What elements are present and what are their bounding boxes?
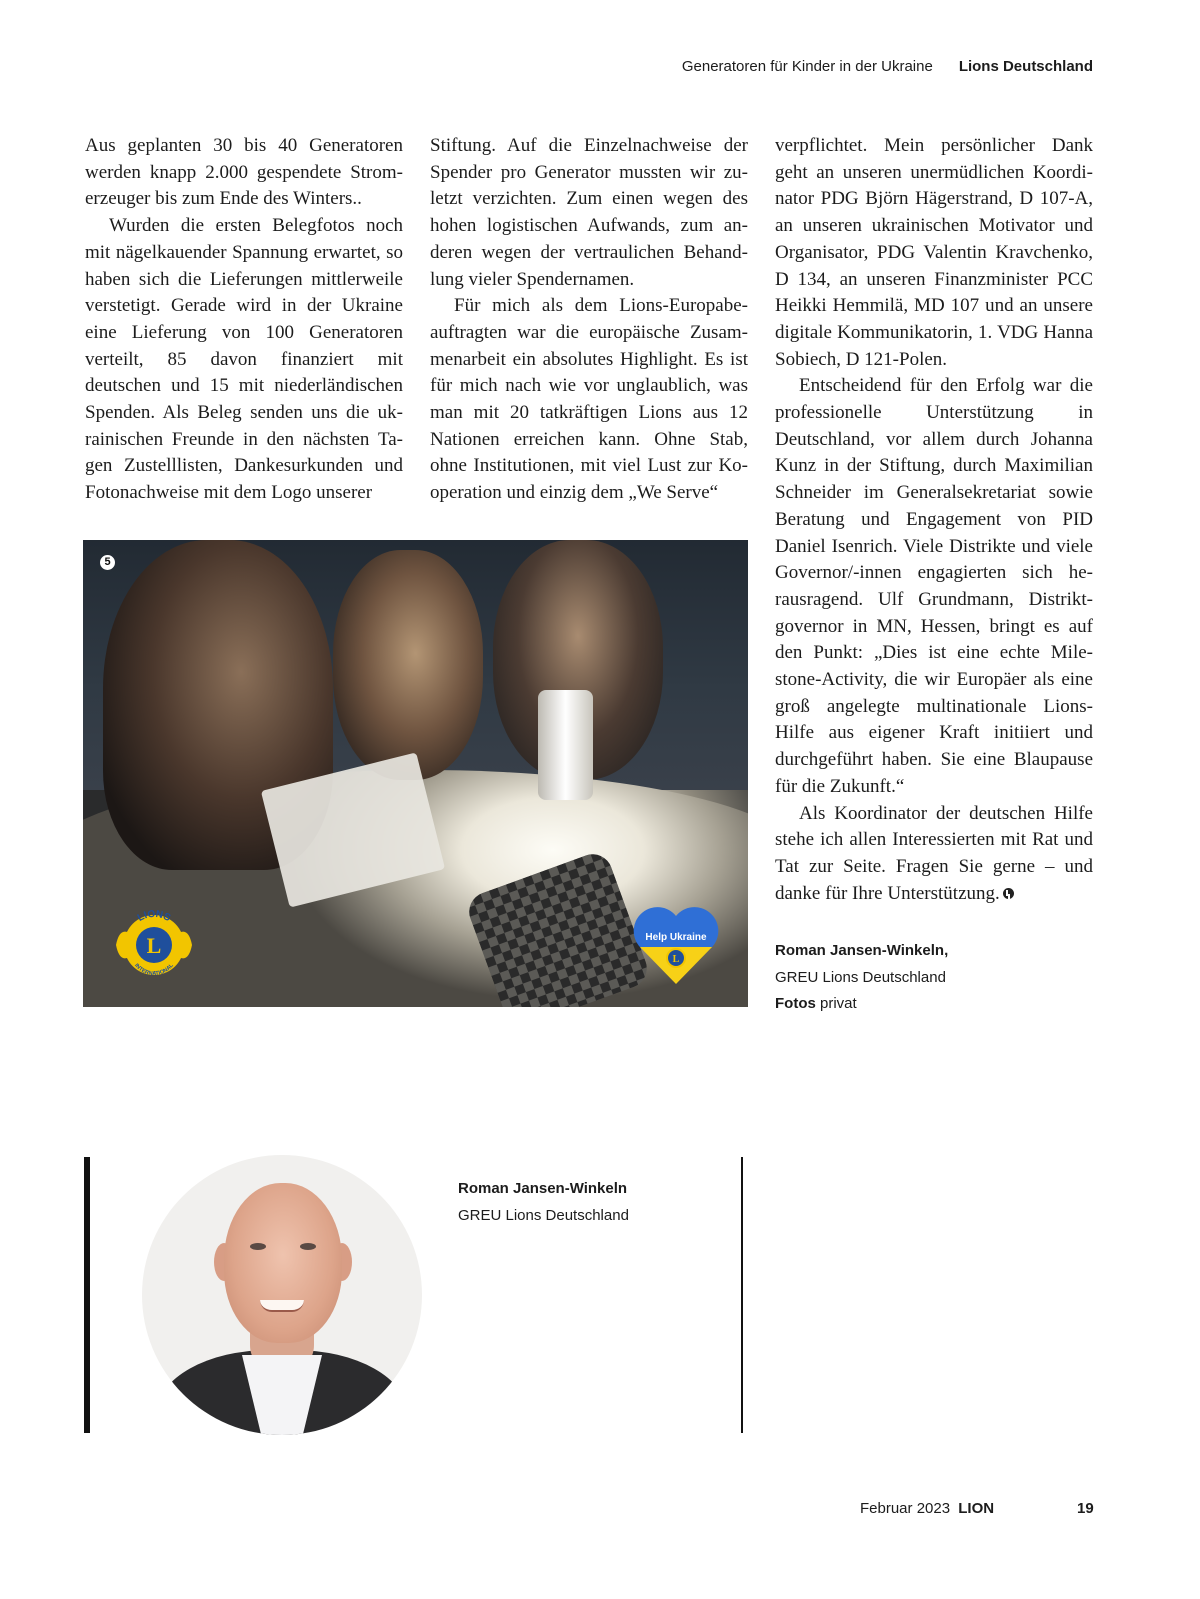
article-column-2 xyxy=(430,133,748,507)
lions-logo-text: LIONS xyxy=(135,908,173,924)
article-column-1 xyxy=(85,133,403,507)
credit-author: Roman Jansen-Winkeln, xyxy=(775,942,949,959)
lions-logo-subtext: INTERNATIONAL xyxy=(133,962,175,977)
header-section: Lions Deutschland xyxy=(958,58,1093,75)
paragraph: Entscheidend für den Erfolg war die professionelle Unterstützung in Deutschland, vor allem durch Johanna Kunz in der Stiftung, durch Maximilian Schneider im Generalsekretariat sowie Beratung und Engagement von PID Daniel Isenrich. Viele Distrikte und viele Governor/-innen engagierten sich herausragend. Ulf Grundmann, Distriktgovernor in MN, Hessen, bringt es auf den Punkt: „Dies ist eine echte Milestone-Activity, die wir Europäer als eine groß angelegte multinationale Lions-Hilfe aus eigener Kraft initiiert und durchgeführt haben. Sie eine Blaupause für die Zukunft.“ xyxy=(775,375,1093,797)
help-ukraine-text: Help Ukraine xyxy=(645,932,707,943)
photo-credit-value: privat xyxy=(820,995,857,1012)
author-box-left-rule xyxy=(84,1157,90,1433)
photo-credit-label: Fotos xyxy=(775,995,816,1012)
article-photo xyxy=(83,540,748,1007)
page-number: 19 xyxy=(1077,1500,1094,1517)
header-topic: Generatoren für Kinder in der Ukraine xyxy=(681,58,933,75)
photo-child-middle xyxy=(333,550,483,780)
photo-number-badge: 5 xyxy=(100,555,115,570)
page-footer xyxy=(860,1500,994,1517)
paragraph: Für mich als dem Lions-Europabeauftragten war die europäische Zusammenarbeit ein absolutes Highlight. Es ist für mich nach wie vor unglaublich, was man mit 20 tatkräftigen Lions aus 12 Nationen erreichen kann. Ohne Stab, ohne Institutionen, mit viel Lust zur Kooperation und einzig dem „We Serve“ xyxy=(430,295,748,504)
footer-date: Februar 2023 xyxy=(860,1500,951,1517)
lions-international-logo xyxy=(110,905,198,985)
footer-magazine: LION xyxy=(958,1500,995,1517)
paragraph xyxy=(775,801,1093,908)
author-role: GREU Lions Deutschland xyxy=(458,1207,629,1224)
paragraph: Wurden die ersten Belegfotos noch mit nägelkauender Spannung erwartet, so haben sich die Lieferungen mittlerweile verstetigt. Gerade wird in der Ukraine eine Lieferung von 100 Generatoren verteilt, 85 davon finanziert mit deutschen und 15 mit niederländischen Spenden. Als Beleg senden uns die ukrainischen Freunde in den nächsten Tagen Zustelllisten, Dankesurkunden und Fotonachweise mit dem Logo unserer xyxy=(85,215,403,504)
article-column-3 xyxy=(775,133,1093,907)
credit-role: GREU Lions Deutschland xyxy=(775,968,946,986)
author-name: Roman Jansen-Winkeln xyxy=(458,1180,628,1197)
article-credit xyxy=(775,938,948,1018)
photo-lamp xyxy=(538,690,593,800)
running-header xyxy=(682,58,1093,75)
author-box-right-rule xyxy=(741,1157,743,1433)
closing-text: Als Koordinator der deutschen Hilfe stehe ich allen Interessierten mit Rat und Tat zur Seite. Fragen Sie gerne – und danke für Ihre Unterstützung. xyxy=(775,802,1093,904)
svg-text:L: L xyxy=(146,933,162,958)
author-portrait xyxy=(142,1155,422,1435)
svg-text:L: L xyxy=(672,954,680,965)
lion-end-mark-icon xyxy=(1003,888,1014,899)
paragraph: Aus geplanten 30 bis 40 Generatoren werden knapp 2.000 gespendete Stromerzeuger bis zum Ende des Winters.. xyxy=(85,135,403,210)
paragraph: verpflichtet. Mein persönlicher Dank geht an unseren unermüdlichen Koordinator PDG Björn Hägerstrand, D 107-A, an unseren ukrainischen Motivator und Organisator, PDG Valentin Kravchenko, D 134, an unseren Finanzminister PCC Heikki Hemmilä, MD 107 und an unsere digitale Kommunikatorin, 1. VDG Hanna Sobiech, D 121-Polen. xyxy=(775,135,1093,370)
photo-credit xyxy=(775,991,948,1018)
help-ukraine-heart-logo xyxy=(631,902,721,987)
paragraph: Stiftung. Auf die Einzelnachweise der Spender pro Generator mussten wir zuletzt verzichten. Zum einen wegen des hohen logistischen Aufwands, zum anderen wegen der vertraulichen Behandlung vieler Spendernamen. xyxy=(430,135,748,290)
